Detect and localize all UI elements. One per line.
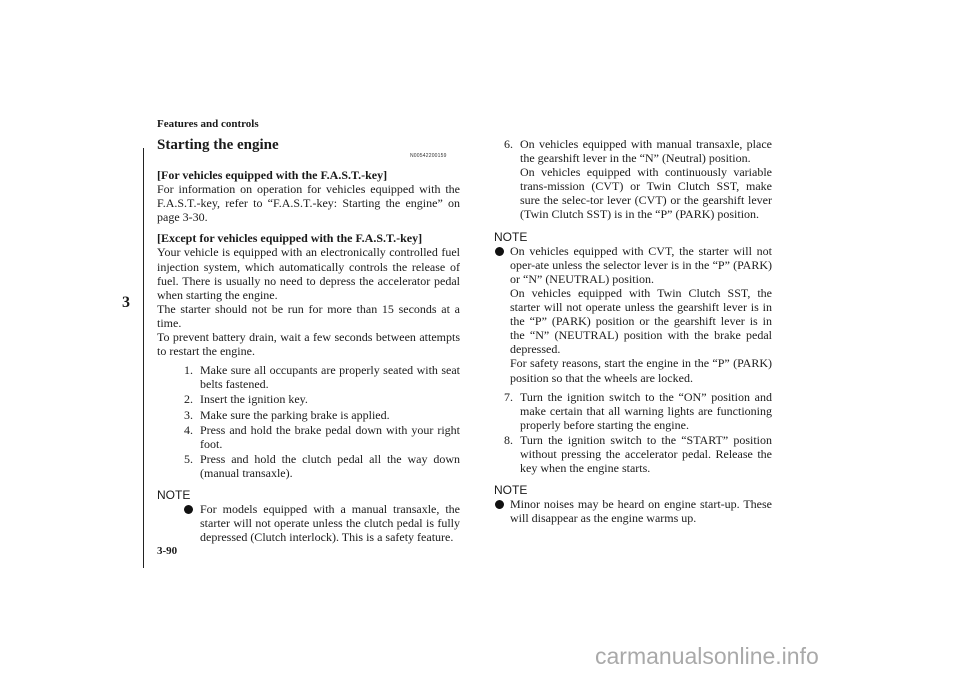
paragraph-fuel-injection: Your vehicle is equipped with an electronically controlled fuel injection system, which automatically controls the release of fuel. There is usually no need to depress the accelerator pedal when starting the engine. <box>157 245 460 302</box>
bullet-icon <box>495 247 504 256</box>
note-label: NOTE <box>494 229 528 244</box>
step-6: 6. On vehicles equipped with manual transaxle, place the gearshift lever in the “N” (Neutral) position. On vehicles equipped with continuously variable trans-mission (CVT) or Twin Clutch SST, make sure the selec-tor lever (CVT) or the gearshift lever (Twin Clutch SST) is in the “P” (PARK) position. <box>504 137 772 222</box>
bullet-icon <box>184 505 193 514</box>
watermark: carmanualsonline.info <box>595 643 819 669</box>
step-1: 1. Make sure all occupants are properly seated with seat belts fastened. <box>184 363 460 392</box>
paragraph-starter-limit: The starter should not be run for more than 15 seconds at a time. <box>157 301 460 330</box>
section-header: Features and controls <box>157 118 259 130</box>
step-3: 3. Make sure the parking brake is applied. <box>184 407 390 422</box>
note-clutch-interlock: For models equipped with a manual transaxle, the starter will not operate unless the clutch pedal is fully depressed (Clutch interlock). This is a safety feature. <box>157 502 460 544</box>
page-number: 3-90 <box>157 545 178 557</box>
subheading-except-fast-key: [Except for vehicles equipped with the F.A.S.T.-key] <box>157 231 423 246</box>
page-title: Starting the engine <box>157 137 279 153</box>
paragraph-battery-drain: To prevent battery drain, wait a few seconds between attempts to restart the engine. <box>157 330 460 359</box>
left-column <box>157 168 460 544</box>
step-2: 2. Insert the ignition key. <box>184 392 308 407</box>
step-5: 5. Press and hold the clutch pedal all the way down (manual transaxle). <box>184 451 460 480</box>
right-column <box>494 137 772 525</box>
note-cvt-twin-clutch: On vehicles equipped with CVT, the starter will not oper-ate unless the selector lever is in the “P” (PARK) or “N” (NEUTRAL) position. On vehicles equipped with Twin Clutch SST, the starter will not operate unless the gearshift lever is in the “P” (PARK) position or the gearshift lever is in the “N” (NEUTRAL) position with the brake pedal depressed. For safety reasons, start the engine in the “P” (PARK) position so that the wheels are locked. <box>494 244 772 385</box>
bullet-icon <box>495 500 504 509</box>
subheading-fast-key: [For vehicles equipped with the F.A.S.T.-key] <box>157 168 388 182</box>
step-4: 4. Press and hold the brake pedal down with your right foot. <box>184 422 460 451</box>
note-label: NOTE <box>157 487 191 502</box>
step-7: 7. Turn the ignition switch to the “ON” position and make certain that all warning lights are functioning properly before starting the engine. <box>504 389 772 432</box>
note-label: NOTE <box>494 483 528 498</box>
paragraph-fast-key: For information on operation for vehicles equipped with the F.A.S.T.-key, refer to “F.A.S.T.-key: Starting the engine” on page 3-30. <box>157 182 460 225</box>
chapter-divider-line <box>143 148 144 568</box>
document-code: N00542200159 <box>410 153 447 159</box>
note-minor-noises: Minor noises may be heard on engine start-up. These will disappear as the engine warms up. <box>494 497 772 525</box>
step-8: 8. Turn the ignition switch to the “START” position without pressing the accelerator pedal. Release the key when the engine starts. <box>504 432 772 476</box>
chapter-number: 3 <box>122 294 130 311</box>
